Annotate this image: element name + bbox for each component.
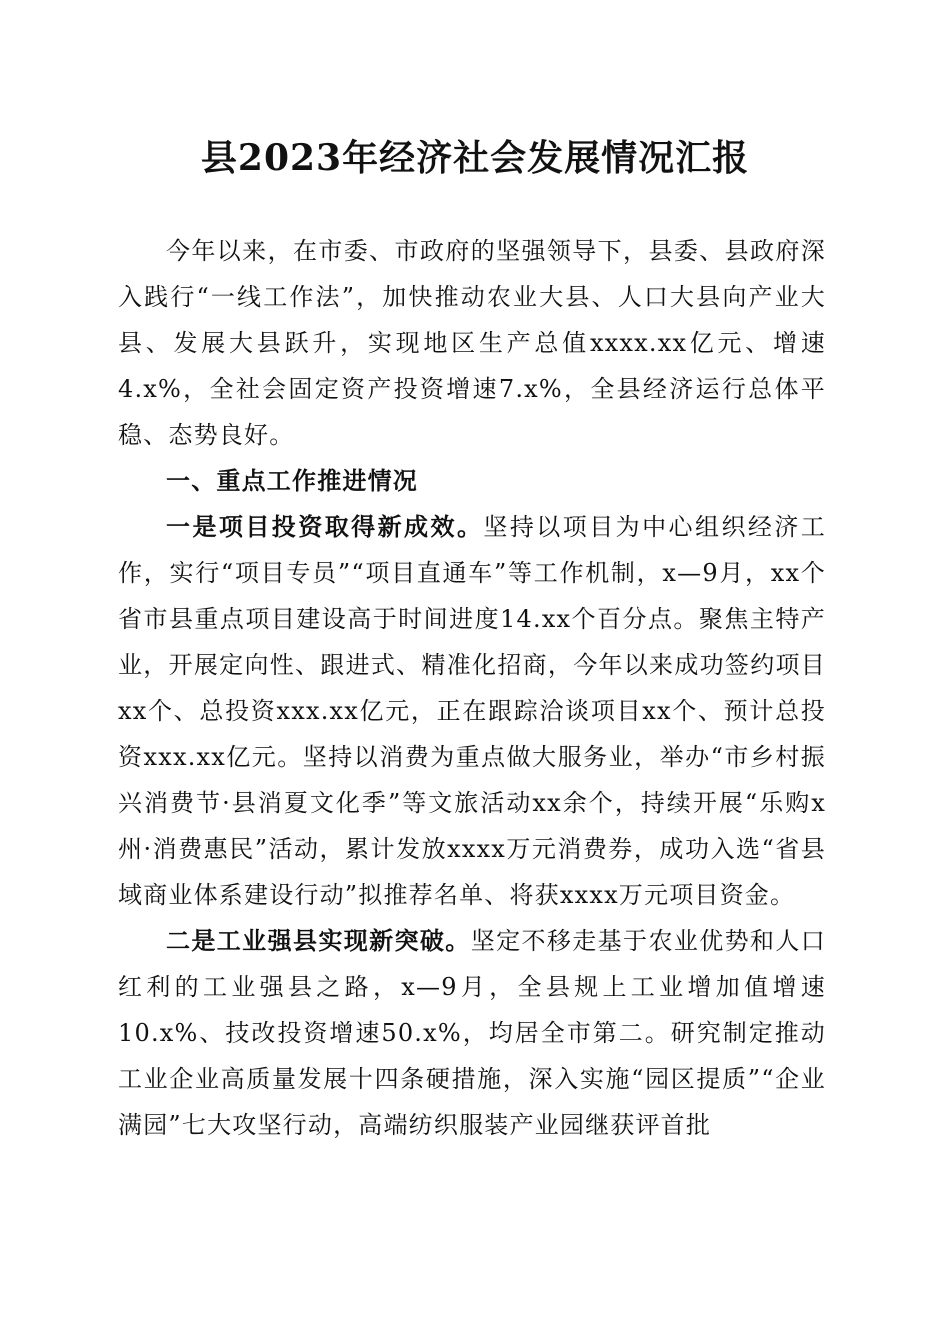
document-body bbox=[118, 228, 826, 1148]
item-text-2: 坚定不移走基于农业优势和人口红利的工业强县之路，x—9月，全县规上工业增加值增速10.x%、技改投资增速50.x%，均居全市第二。研究制定推动工业企业高质量发展十四条硬措施，深入实施“园区提质”“企业满园”七大攻坚行动，高端纺织服装产业园继获评首批 bbox=[118, 927, 826, 1139]
item-paragraph-1 bbox=[118, 504, 826, 918]
document-title: 县2023年经济社会发展情况汇报 bbox=[200, 137, 750, 179]
intro-paragraph: 今年以来，在市委、市政府的坚强领导下，县委、县政府深入践行“一线工作法”，加快推动农业大县、人口大县向产业大县、发展大县跃升，实现地区生产总值xxxx.xx亿元、增速4.x%，全社会固定资产投资增速7.x%，全县经济运行总体平稳、态势良好。 bbox=[118, 237, 826, 449]
section-heading: 一、重点工作推进情况 bbox=[166, 467, 418, 495]
item-lead-2: 二是工业强县实现新突破。 bbox=[166, 926, 471, 955]
item-text-1: 坚持以项目为中心组织经济工作，实行“项目专员”“项目直通车”等工作机制，x—9月，xx个省市县重点项目建设高于时间进度14.xx个百分点。聚焦主特产业，开展定向性、跟进式、精准化招商，今年以来成功签约项目xx个、总投资xxx.xx亿元，正在跟踪洽谈项目xx个、预计总投资xxx.xx亿元。坚持以消费为重点做大服务业，举办“市乡村振兴消费节·县消夏文化季”等文旅活动xx余个，持续开展“乐购x州·消费惠民”活动，累计发放xxxx万元消费券，成功入选“省县域商业体系建设行动”拟推荐名单、将获xxxx万元项目资金。 bbox=[118, 513, 826, 909]
item-paragraph-2 bbox=[118, 918, 826, 1148]
item-lead-1: 一是项目投资取得新成效。 bbox=[166, 512, 484, 541]
